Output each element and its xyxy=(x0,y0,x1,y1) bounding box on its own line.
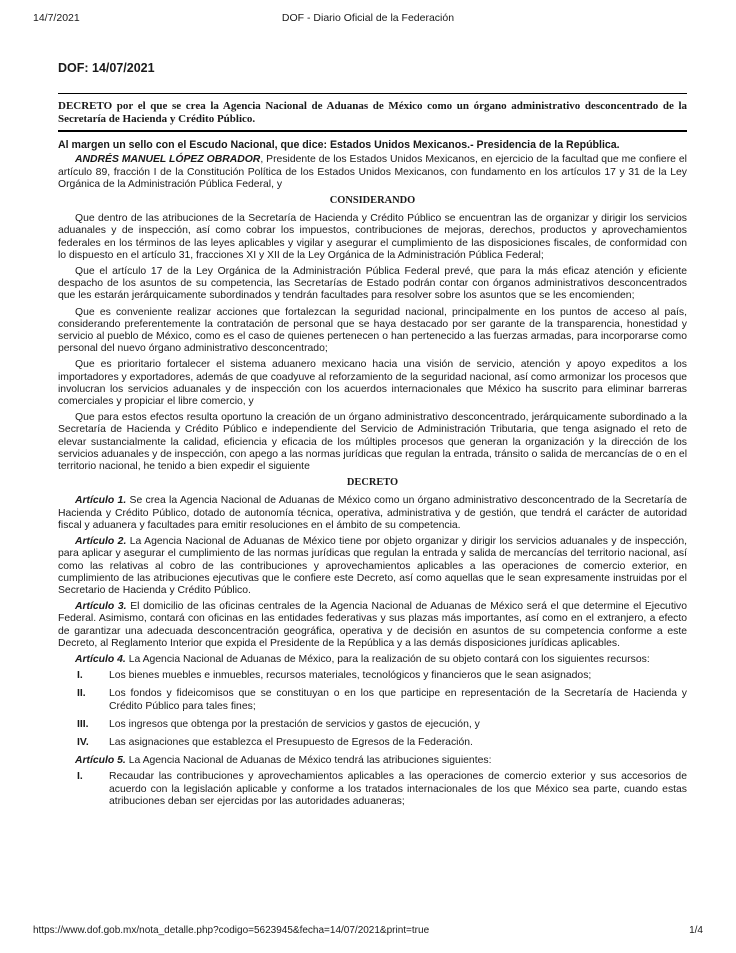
articulo-text: La Agencia Nacional de Aduanas de México tendrá las atribuciones siguientes: xyxy=(125,755,492,767)
list-item xyxy=(58,719,687,731)
intro-text: , Presidente de los Estados Unidos Mexicanos, en ejercicio de la facultad que me confiere el artículo 89, fracción I de la Constitución Política de los Estados Unidos Mexicanos, con fundamento en los artículos 17 y 31 de la Ley Orgánica de la Administración Pública Federal, y xyxy=(58,154,687,190)
president-name: ANDRÉS MANUEL LÓPEZ OBRADOR xyxy=(75,154,261,166)
considerando-paragraph: Que dentro de las atribuciones de la Secretaría de Hacienda y Crédito Público se encuentran las de organizar y dirigir los servicios aduanales y de inspección, así como cobrar los impuestos, contribuciones de mejoras, derechos, productos y aprovechamientos federales en los términos de las leyes aplicables y vigilar y asegurar el cumplimiento de las disposiciones fiscales, de conformidad con lo dispuesto en el artículo 31, fracciones XI y XII de la Ley Orgánica de la Administración Pública Federal; xyxy=(58,213,687,261)
articulo-2 xyxy=(58,536,687,597)
item-number: I. xyxy=(77,670,83,682)
item-text: Los bienes muebles e inmuebles, recursos materiales, tecnológicos y financieros que le sean asignados; xyxy=(109,670,592,682)
list-item xyxy=(58,688,687,712)
item-text: Los fondos y fideicomisos que se constituyan o en los que participe en representación de la Secretaría de Hacienda y Crédito Público para tales fines; xyxy=(109,688,687,712)
print-url: https://www.dof.gob.mx/nota_detalle.php?codigo=5623945&fecha=14/07/2021&print=true xyxy=(33,925,430,936)
decreto-heading: DECRETO xyxy=(346,477,399,489)
articulo-3 xyxy=(58,601,687,650)
item-text: Las asignaciones que establezca el Presupuesto de Egresos de la Federación. xyxy=(109,736,473,748)
considerando-paragraph: Que el artículo 17 de la Ley Orgánica de la Administración Pública Federal prevé, que para la más eficaz atención y eficiente despacho de los asuntos de su competencia, las Secretarías de Estado podrán contar con órganos administrativos desconcentrados que les estarán jerárquicamente subordinados y tendrán facultades para resolver sobre los asuntos que se les encomienden; xyxy=(58,266,687,302)
considerando-paragraph: Que para estos efectos resulta oportuno la creación de un órgano administrativo desconcentrado, jerárquicamente subordinado a la Secretaría de Hacienda y Crédito Público e independiente del Servicio de Administración Tributaria, que tenga asignado el reto de elevar sustancialmente la calidad, eficiencia y eficacia de los múltiples procesos que generan la organización y la dirección de los servicios aduanales y de inspección, con apego a las normas jurídicas que regulan la entrada, tránsito o salida de mercancías de o en el territorio nacional, he tenido a bien expedir el siguiente xyxy=(58,412,688,473)
item-text: Recaudar las contribuciones y aprovechamientos aplicables a las operaciones de comercio exterior y sus accesorios de acuerdo con la legislación aplicable y conforme a los tratados internacionales de los que México sea parte, cuando estas atribuciones deban ser ejercidas por las autoridades aduaneras; xyxy=(109,771,687,807)
list-item xyxy=(58,670,687,682)
articulo-text: El domicilio de las oficinas centrales de la Agencia Nacional de Aduanas de México será el que determine el Ejecutivo Federal. Asimismo, contará con oficinas en las entidades federativas y sus plazas más importantes, así como en el extranjero, a efecto de garantizar una adecuada desconcentración geográfica, operativa y de decisión en asuntos de su competencia conforme a este Decreto, al Reglamento Interior que expida el Presidente de la República y a las demás disposiciones jurídicas aplicables. xyxy=(58,601,688,649)
item-number: III. xyxy=(77,718,89,730)
articulo-text: La Agencia Nacional de Aduanas de México tiene por objeto organizar y dirigir los servicios aduanales y de inspección, para aplicar y asegurar el cumplimiento de las normas jurídicas que regulan la entrada y salida de mercancías del territorio nacional, así como las relativas al cobro de las contribuciones y aprovechamientos aplicables a las operaciones de comercio exterior, en cumplimiento de las atribuciones ejecutivas que le confiere este Decreto, así como aquellas que le sean expresamente instruidas por el Secretario de Hacienda y Crédito Público. xyxy=(58,536,687,596)
articulo-text: La Agencia Nacional de Aduanas de México, para la realización de su objeto contará con los siguientes recursos: xyxy=(125,653,650,665)
print-date: 14/7/2021 xyxy=(33,12,80,24)
intro-paragraph xyxy=(58,154,687,191)
item-text: Los ingresos que obtenga por la prestación de servicios y gastos de ejecución, y xyxy=(109,718,480,730)
considerando-paragraph: Que es conveniente realizar acciones que fortalezcan la seguridad nacional, principalmente en los puntos de acceso al país, considerando preferentemente la contratación de personal que se haya destacado por ser garante de la transparencia, honestidad y servicio al pueblo de México, como es el caso de quienes pertenecen o han pertenecido a las fuerzas armadas, para incorporarse como personal del nuevo órgano administrativo desconcentrado; xyxy=(58,306,687,355)
considerando-heading: CONSIDERANDO xyxy=(329,195,416,207)
articulo-text: Se crea la Agencia Nacional de Aduanas de México como un órgano administrativo desconcentrado de la Secretaría de Hacienda y Crédito Público, dotado de autonomía técnica, operativa, administrativa y de gestión, que tendrá el carácter de autoridad fiscal y aduanera y facultades para emitir resoluciones en el ámbito de su competencia. xyxy=(58,495,687,531)
item-number: IV. xyxy=(77,736,89,748)
page-number: 1/4 xyxy=(689,925,703,936)
articulo-label: Artículo 3. xyxy=(75,601,127,613)
title-bottom-rule xyxy=(58,130,687,132)
considerando-paragraph: Que es prioritario fortalecer el sistema aduanero mexicano hacia una visión de servicio, atención y apoyo expeditos a los importadores y exportadores, además de que coadyuve al reforzamiento de la seguridad nacional, así como armonizar los procesos que involucran los servicios aduanales y de inspección con los acuerdos internacionales que México ha suscrito para eliminar barreras comerciales y propiciar el libre comercio, y xyxy=(58,359,687,408)
item-number: I. xyxy=(77,771,83,783)
item-number: II. xyxy=(77,688,86,700)
document-body xyxy=(58,62,687,814)
print-page-title: DOF - Diario Oficial de la Federación xyxy=(281,12,455,24)
dof-date: DOF: 14/07/2021 xyxy=(58,61,155,75)
list-item xyxy=(58,737,687,749)
decree-title: DECRETO por el que se crea la Agencia Nacional de Aduanas de México como un órgano administrativo desconcentrado de la Secretaría de Hacienda y Crédito Público. xyxy=(58,100,687,126)
articulo-4 xyxy=(58,654,687,666)
articulo-4-list xyxy=(58,670,687,749)
articulo-label: Artículo 1. xyxy=(75,495,127,507)
margin-note: Al margen un sello con el Escudo Nacional, que dice: Estados Unidos Mexicanos.- Presidencia de la República. xyxy=(58,139,620,152)
articulo-5-list xyxy=(58,771,687,808)
articulo-label: Artículo 5. xyxy=(75,755,126,767)
articulo-5 xyxy=(58,755,687,767)
articulo-label: Artículo 2. xyxy=(75,536,127,548)
articulo-1 xyxy=(58,495,687,532)
list-item xyxy=(58,771,687,808)
articulo-label: Artículo 4. xyxy=(75,653,126,665)
